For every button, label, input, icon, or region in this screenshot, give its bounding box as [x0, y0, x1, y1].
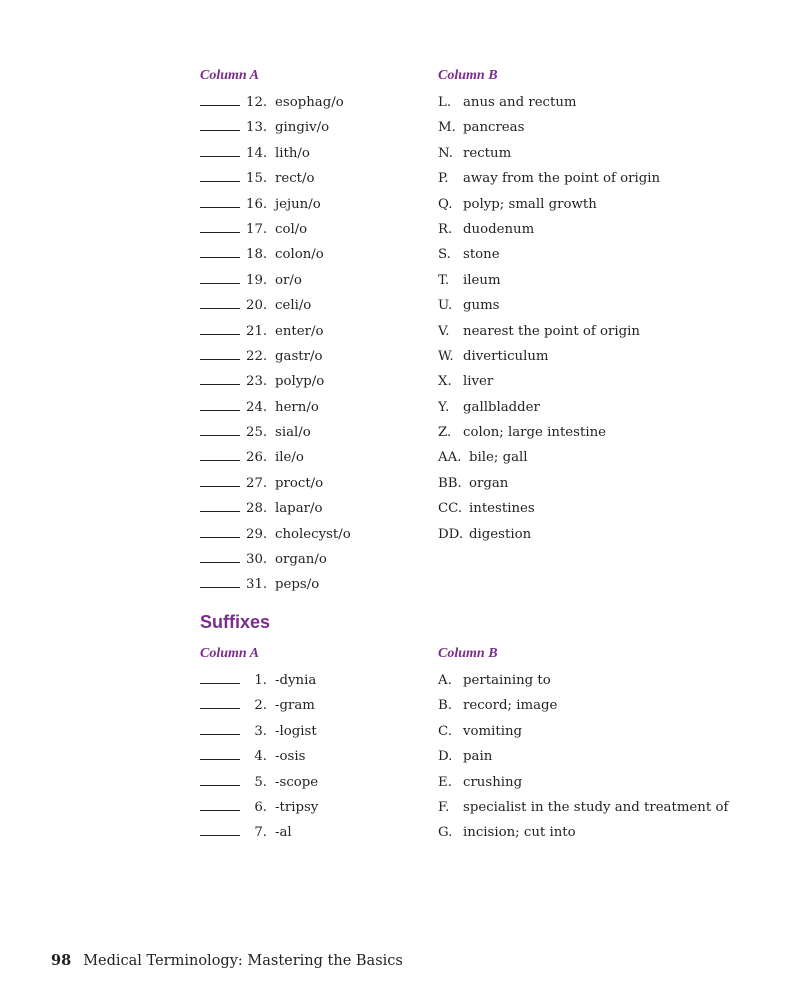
definition-item [438, 693, 728, 718]
answer-blank[interactable] [200, 243, 240, 258]
item-term: esophag/o [275, 95, 344, 110]
definition-letter: Q. [438, 196, 453, 212]
answer-blank[interactable] [200, 370, 240, 385]
definition-text: nearest the point of origin [463, 323, 640, 339]
item-term: col/o [275, 221, 308, 237]
item-number: 31. [246, 577, 268, 593]
item-number: 21. [246, 323, 268, 339]
answer-blank[interactable] [200, 91, 240, 106]
item-term: -dynia [275, 673, 317, 688]
definition-item [438, 744, 728, 769]
item-number: 16. [246, 196, 268, 212]
item-term: rect/o [275, 171, 315, 187]
matching-item [200, 719, 318, 744]
item-term: -logist [275, 723, 317, 739]
suffix-column-a-header: Column A [200, 646, 260, 661]
answer-blank[interactable] [200, 294, 240, 309]
definition-letter: G. [438, 825, 453, 841]
answer-blank[interactable] [200, 796, 240, 811]
definition-text: stone [463, 247, 500, 263]
item-number: 13. [246, 120, 268, 136]
definition-item [438, 344, 660, 369]
answer-blank[interactable] [200, 193, 240, 208]
item-number: 5. [254, 774, 267, 790]
definition-letter: S. [438, 247, 451, 263]
item-number: 6. [254, 799, 267, 815]
item-term: -gram [275, 698, 315, 714]
definition-letter: R. [438, 221, 453, 237]
item-number: 30. [246, 552, 268, 568]
matching-item [200, 668, 318, 693]
definition-item [438, 395, 660, 420]
item-term: peps/o [275, 577, 320, 593]
definition-letter: DD. [438, 526, 464, 542]
matching-item [200, 693, 318, 718]
definition-letter: Z. [438, 425, 452, 441]
definition-letter: CC. [438, 501, 463, 517]
matching-item [200, 319, 351, 344]
definition-letter: B. [438, 698, 452, 714]
answer-blank[interactable] [200, 548, 240, 563]
answer-blank[interactable] [200, 523, 240, 538]
answer-blank[interactable] [200, 396, 240, 411]
item-term: enter/o [275, 323, 324, 339]
matching-item [200, 395, 351, 420]
answer-blank[interactable] [200, 694, 240, 709]
definition-text: diverticulum [463, 348, 549, 364]
item-term: -al [275, 825, 292, 841]
matching-item [200, 471, 351, 496]
column-a-list [200, 90, 351, 598]
item-term: lith/o [275, 145, 310, 161]
column-b-header: Column B [438, 68, 498, 83]
matching-item [200, 192, 351, 217]
item-number: 3. [254, 723, 267, 739]
definition-item [438, 242, 660, 267]
item-term: sial/o [275, 425, 311, 441]
section-title-suffixes: Suffixes [200, 612, 271, 632]
item-term: celi/o [275, 298, 312, 314]
answer-blank[interactable] [200, 142, 240, 157]
matching-item [200, 572, 351, 597]
column-b-list [438, 90, 660, 547]
book-title: Medical Terminology: Mastering the Basics [83, 953, 403, 969]
definition-item [438, 770, 728, 795]
definition-item [438, 319, 660, 344]
definition-item [438, 668, 728, 693]
definition-letter: U. [438, 298, 453, 314]
answer-blank[interactable] [200, 446, 240, 461]
item-term: -osis [275, 749, 306, 765]
definition-text: vomiting [463, 723, 523, 739]
matching-item [200, 141, 351, 166]
matching-item [200, 369, 351, 394]
answer-blank[interactable] [200, 345, 240, 360]
definition-text: pain [463, 749, 493, 765]
matching-item [200, 115, 351, 140]
item-term: cholecyst/o [275, 526, 351, 542]
item-number: 15. [246, 171, 268, 187]
definition-text: anus and rectum [463, 95, 577, 110]
answer-blank[interactable] [200, 497, 240, 512]
item-number: 17. [246, 221, 268, 237]
item-number: 22. [246, 348, 268, 364]
definition-letter: P. [438, 171, 449, 187]
matching-item [200, 547, 351, 572]
definition-item [438, 369, 660, 394]
answer-blank[interactable] [200, 167, 240, 182]
definition-item [438, 445, 660, 470]
definition-text: colon; large intestine [463, 425, 607, 441]
definition-text: intestines [469, 501, 535, 517]
matching-item [200, 217, 351, 242]
definition-text: record; image [463, 698, 558, 714]
matching-item [200, 242, 351, 267]
item-number: 26. [246, 450, 268, 466]
item-term: or/o [275, 272, 302, 288]
matching-item [200, 420, 351, 445]
definition-text: away from the point of origin [463, 171, 661, 187]
answer-blank[interactable] [200, 669, 240, 684]
item-number: 28. [246, 501, 268, 517]
item-term: jejun/o [275, 196, 321, 212]
definition-item [438, 471, 660, 496]
definition-text: specialist in the study and treatment of [463, 799, 729, 815]
definition-letter: AA. [438, 450, 462, 466]
item-number: 18. [246, 247, 268, 263]
definition-text: pertaining to [463, 673, 551, 688]
definition-text: gums [463, 298, 500, 314]
answer-blank[interactable] [200, 771, 240, 786]
answer-blank[interactable] [200, 472, 240, 487]
definition-item [438, 115, 660, 140]
definition-letter: E. [438, 774, 452, 790]
matching-item [200, 445, 351, 470]
suffix-column-a-list [200, 668, 318, 846]
definition-text: rectum [463, 145, 512, 161]
matching-item [200, 770, 318, 795]
definition-letter: F. [438, 799, 450, 815]
item-number: 29. [246, 526, 268, 542]
answer-blank[interactable] [200, 745, 240, 760]
definition-item [438, 522, 660, 547]
definition-item [438, 141, 660, 166]
answer-blank[interactable] [200, 821, 240, 836]
definition-text: organ [469, 475, 509, 491]
matching-item [200, 744, 318, 769]
item-number: 4. [254, 749, 267, 765]
definition-item [438, 268, 660, 293]
definition-letter: T. [438, 272, 450, 288]
definition-letter: X. [438, 374, 452, 390]
item-term: lapar/o [275, 501, 323, 517]
item-term: hern/o [275, 399, 319, 415]
definition-letter: L. [438, 95, 452, 110]
item-term: ile/o [275, 450, 304, 466]
matching-item [200, 522, 351, 547]
matching-item [200, 90, 351, 115]
suffix-column-b-header: Column B [438, 646, 498, 661]
item-number: 27. [246, 475, 268, 491]
matching-item [200, 344, 351, 369]
definition-item [438, 192, 660, 217]
item-number: 20. [246, 298, 268, 314]
definition-letter: W. [438, 348, 454, 364]
page-number: 98 [51, 952, 72, 969]
definition-text: duodenum [463, 221, 535, 237]
answer-blank[interactable] [200, 720, 240, 735]
item-number: 25. [246, 425, 268, 441]
item-number: 24. [246, 399, 268, 415]
definition-item [438, 90, 660, 115]
definition-letter: A. [438, 673, 452, 688]
item-term: gingiv/o [275, 120, 330, 136]
definition-text: gallbladder [463, 399, 540, 415]
definition-text: pancreas [463, 120, 525, 136]
item-term: polyp/o [275, 374, 325, 390]
item-term: -tripsy [275, 799, 319, 815]
matching-item [200, 496, 351, 521]
definition-letter: D. [438, 749, 453, 765]
answer-blank[interactable] [200, 573, 240, 588]
definition-item [438, 795, 728, 820]
definition-letter: C. [438, 723, 452, 739]
definition-item [438, 293, 660, 318]
definition-text: incision; cut into [463, 825, 576, 841]
definition-letter: N. [438, 145, 454, 161]
matching-item [200, 166, 351, 191]
matching-item [200, 293, 351, 318]
item-number: 7. [254, 825, 267, 841]
item-term: organ/o [275, 552, 327, 568]
item-number: 12. [246, 95, 268, 110]
item-number: 1. [254, 673, 267, 688]
definition-text: ileum [463, 272, 501, 288]
item-number: 19. [246, 272, 268, 288]
answer-blank[interactable] [200, 116, 240, 131]
answer-blank[interactable] [200, 269, 240, 284]
matching-item [200, 268, 351, 293]
definition-item [438, 166, 660, 191]
definition-item [438, 719, 728, 744]
definition-item [438, 217, 660, 242]
definition-text: liver [463, 374, 494, 390]
matching-item [200, 820, 318, 845]
matching-item [200, 795, 318, 820]
answer-blank[interactable] [200, 218, 240, 233]
item-number: 2. [254, 698, 267, 714]
suffix-column-b-list [438, 668, 728, 846]
definition-letter: BB. [438, 475, 462, 491]
item-term: -scope [275, 774, 319, 790]
definition-letter: M. [438, 120, 456, 136]
item-number: 23. [246, 374, 268, 390]
answer-blank[interactable] [200, 320, 240, 335]
definition-item [438, 496, 660, 521]
page-footer [51, 952, 403, 969]
column-a-header: Column A [200, 68, 260, 83]
definition-letter: V. [438, 323, 450, 339]
item-term: gastr/o [275, 348, 323, 364]
definition-letter: Y. [438, 399, 450, 415]
definition-item [438, 420, 660, 445]
answer-blank[interactable] [200, 421, 240, 436]
item-term: proct/o [275, 475, 324, 491]
definition-text: digestion [469, 526, 532, 542]
definition-text: bile; gall [469, 450, 528, 466]
definition-item [438, 820, 728, 845]
definition-text: crushing [463, 774, 523, 790]
item-term: colon/o [275, 247, 324, 263]
definition-text: polyp; small growth [463, 196, 597, 212]
item-number: 14. [246, 145, 268, 161]
